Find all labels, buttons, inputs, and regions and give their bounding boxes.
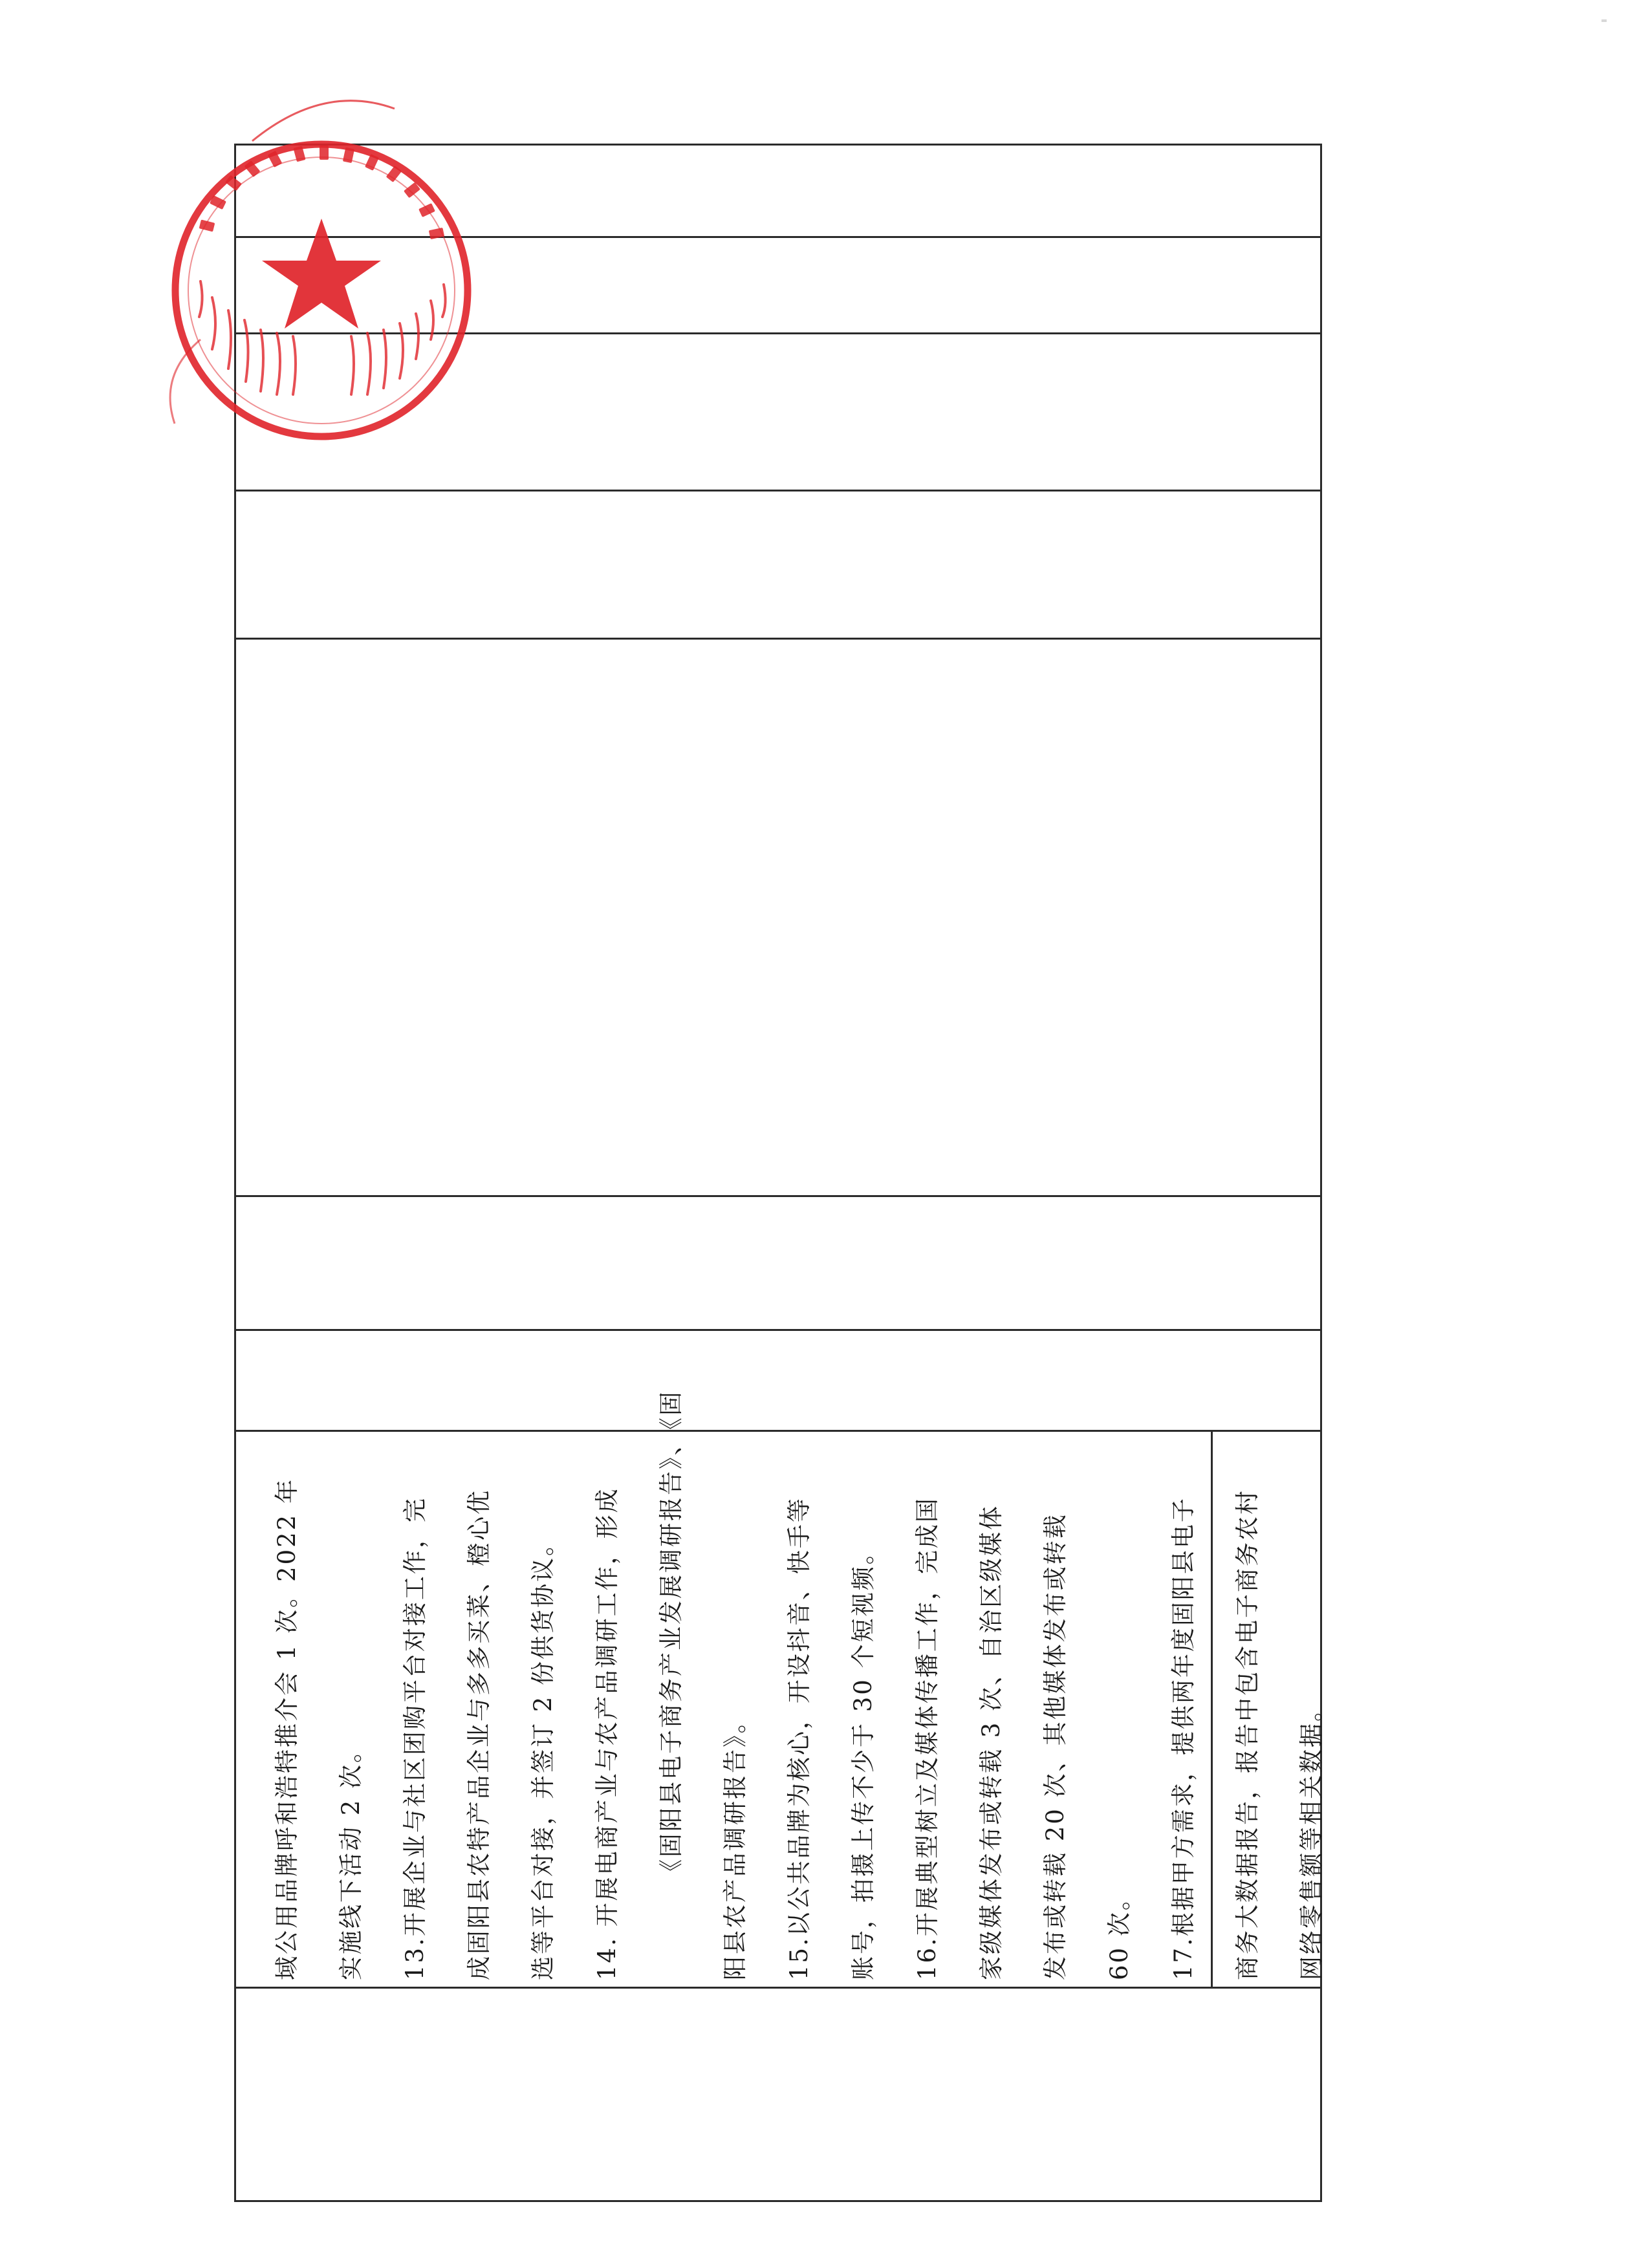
content-line: 13.开展企业与社区团购平台对接工作，完	[401, 1496, 429, 1980]
row-divider	[234, 638, 1322, 640]
content-line: 选等平台对接，并签订 2 份供货协议。	[529, 1529, 557, 1980]
content-line: 网络零售额等相关数据。	[1297, 1696, 1325, 1980]
content-line: 账号，拍摄上传不少于 30 个短视频。	[849, 1539, 877, 1980]
row-divider	[234, 1430, 1322, 1432]
content-line: 60 次。	[1105, 1885, 1133, 1980]
star-icon	[262, 219, 381, 329]
content-line: 发布或转载 20 次、其他媒体发布或转载	[1041, 1513, 1069, 1980]
content-line: 家级媒体发布或转载 3 次、自治区级媒体	[977, 1504, 1005, 1980]
row-divider	[234, 1329, 1322, 1331]
content-line: 阳县农产品调研报告》。	[721, 1707, 749, 1980]
row-divider	[234, 1195, 1322, 1197]
content-line: 14. 开展电商产业与农产品调研工作，形成	[593, 1487, 621, 1980]
row-divider	[234, 1987, 1322, 1989]
content-line: 域公用品牌呼和浩特推介会 1 次。2022 年	[273, 1478, 301, 1980]
row-divider	[234, 490, 1322, 491]
content-line: 商务大数据报告，报告中包含电子商务农村	[1233, 1489, 1261, 1980]
content-line: 成固阳县农特产品企业与多多买菜、橙心优	[465, 1489, 493, 1980]
content-line: 15.以公共品牌为核心，开设抖音、快手等	[785, 1496, 813, 1980]
scan-mark	[1601, 19, 1607, 22]
content-line: 17.根据甲方需求，提供两年度固阳县电子	[1169, 1496, 1197, 1980]
content-cell	[241, 1390, 1325, 1980]
content-text	[241, 1390, 1325, 1980]
official-seal	[167, 136, 476, 445]
content-line: 《固阳县电子商务产业发展调研报告》、《固	[657, 1390, 685, 1883]
content-line: 16.开展典型树立及媒体传播工作，完成国	[913, 1496, 941, 1980]
content-line: 实施线下活动 2 次。	[337, 1736, 365, 1980]
